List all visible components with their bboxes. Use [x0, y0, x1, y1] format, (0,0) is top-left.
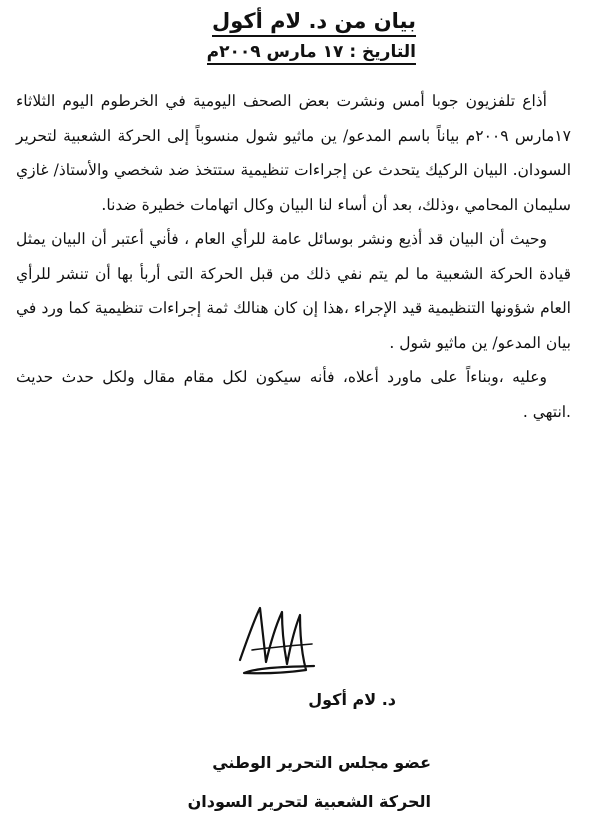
document-header [156, 8, 416, 65]
document-date: التاريخ : ١٧ مارس ٢٠٠٩م [207, 41, 416, 65]
document-body [16, 84, 571, 429]
paragraph-1: أذاع تلفزيون جوبا أمس ونشرت بعض الصحف اليومية في الخرطوم اليوم الثلاثاء ١٧مارس ٢٠٠٩م بياناً باسم المدعو/ ين ماثيو شول منسوباً إلى الحركة الشعبية لتحرير السودان. البيان الركيك يتحدث عن إجراءات تنظيمية ستتخذ ضد شخصي والأستاذ/ غازي سليمان المحامي ،وذلك، بعد أن أساء لنا البيان وكال اتهامات خطيرة ضدنا. [16, 92, 572, 214]
paragraph-2: وحيث أن البيان قد أذيع ونشر بوسائل عامة للرأي العام ، فأني أعتبر أن البيان يمثل قيادة الحركة الشعبية ما لم يتم نفي ذلك من قبل الحركة التى أربأ بها أن تنشر للرأي العام شؤونها التنظيمية قيد الإجراء ،هذا إن كان هنالك ثمة إجراءات تنظيمية كما ورد في بيان المدعو/ ين ماثيو شول . [16, 230, 571, 352]
signatory-organization: الحركة الشعبية لتحرير السودان [187, 792, 431, 811]
handwritten-signature [232, 600, 322, 690]
paragraph-3: وعليه ،وبناءاً على ماورد أعلاه، فأنه سيكون لكل مقام مقال ولكل حدث حديث .انتهي . [16, 368, 571, 421]
signatory-role: عضو مجلس التحرير الوطني [212, 753, 431, 772]
document-title: بيان من د. لام أكول [212, 8, 416, 37]
signatory-name: د. لام أكول [308, 690, 396, 709]
